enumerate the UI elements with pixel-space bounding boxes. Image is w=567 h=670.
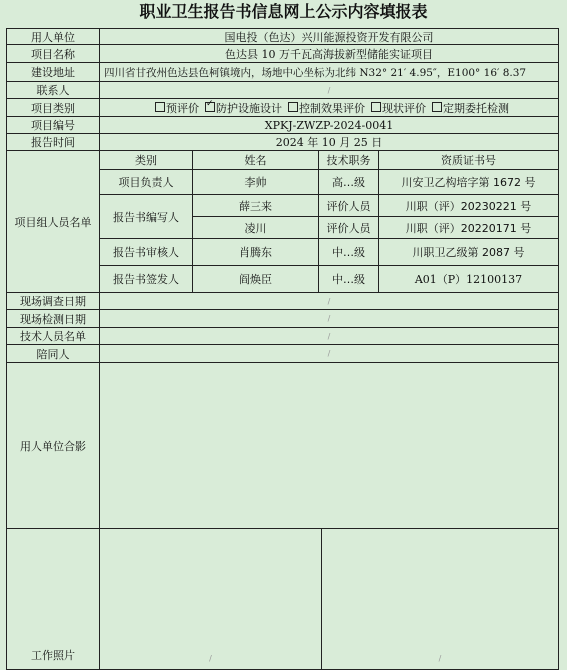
date-label: 报告时间 bbox=[6, 134, 100, 151]
team-row-title: 高…级 bbox=[319, 170, 379, 195]
option-periodic-detection: 定期委托检测 bbox=[443, 101, 509, 115]
team-row-cert: 川安卫乙构培字第 1672 号 bbox=[379, 170, 559, 195]
address-label: 建设地址 bbox=[6, 63, 100, 82]
work-photo-2: / bbox=[322, 529, 559, 670]
employer-value: 国电投（色达）兴川能源投资开发有限公司 bbox=[100, 28, 559, 45]
group-photo-area bbox=[100, 363, 559, 529]
team-row-category: 项目负责人 bbox=[100, 170, 193, 195]
page-title: 职业卫生报告书信息网上公示内容填报表 bbox=[139, 2, 428, 21]
checkbox-pre-evaluation[interactable] bbox=[155, 102, 165, 112]
detect-label: 现场检测日期 bbox=[6, 310, 100, 328]
team-label: 项目组人员名单 bbox=[6, 151, 100, 293]
team-row-title: 评价人员 bbox=[319, 195, 379, 217]
number-label: 项目编号 bbox=[6, 117, 100, 134]
tech-value: / bbox=[100, 328, 559, 345]
category-options bbox=[100, 99, 559, 117]
category-label: 项目类别 bbox=[6, 99, 100, 117]
team-row-title: 中…级 bbox=[319, 266, 379, 293]
team-row-cert: A01（P）12100137 bbox=[379, 266, 559, 293]
team-row-cert: 川职（评）20220171 号 bbox=[379, 217, 559, 239]
team-header-name: 姓名 bbox=[193, 151, 319, 170]
work-photo-label: 工作照片 bbox=[6, 529, 100, 670]
tech-label: 技术人员名单 bbox=[6, 328, 100, 345]
team-row-cert: 川职卫乙级第 2087 号 bbox=[379, 239, 559, 266]
team-header-cert: 资质证书号 bbox=[379, 151, 559, 170]
employer-label: 用人单位 bbox=[6, 28, 100, 45]
team-row-category: 报告书审核人 bbox=[100, 239, 193, 266]
project-value: 色达县 10 万千瓦高海拔新型储能实证项目 bbox=[100, 45, 559, 63]
number-value: XPKJ-ZWZP-2024-0041 bbox=[100, 117, 559, 134]
option-control-effect: 控制效果评价 bbox=[299, 101, 365, 115]
team-row-name: 李帅 bbox=[193, 170, 319, 195]
group-photo-label: 用人单位合影 bbox=[6, 363, 100, 529]
contact-label: 联系人 bbox=[6, 82, 100, 99]
team-row-category: 报告书签发人 bbox=[100, 266, 193, 293]
checkbox-control-effect[interactable] bbox=[288, 102, 298, 112]
address-value: 四川省甘孜州色达县色柯镇境内，场地中心坐标为北纬 N32° 21′ 4.95″，E100° 16′ 8.37 bbox=[100, 63, 559, 82]
team-row-name: 阎焕臣 bbox=[193, 266, 319, 293]
team-row-category: 报告书编写人 bbox=[100, 195, 193, 239]
checkbox-periodic-detection[interactable] bbox=[432, 102, 442, 112]
team-row-name: 肖腾东 bbox=[193, 239, 319, 266]
checkbox-protection-design[interactable] bbox=[205, 102, 215, 112]
survey-value: / bbox=[100, 293, 559, 310]
option-status-evaluation: 现状评价 bbox=[382, 101, 426, 115]
team-header-title: 技术职务 bbox=[319, 151, 379, 170]
escort-value: / bbox=[100, 345, 559, 363]
team-header-category: 类别 bbox=[100, 151, 193, 170]
team-row-title: 中…级 bbox=[319, 239, 379, 266]
checkbox-status-evaluation[interactable] bbox=[371, 102, 381, 112]
contact-value: / bbox=[100, 82, 559, 99]
option-protection-design: 防护设施设计 bbox=[216, 101, 282, 115]
detect-value: / bbox=[100, 310, 559, 328]
team-row-title: 评价人员 bbox=[319, 217, 379, 239]
escort-label: 陪同人 bbox=[6, 345, 100, 363]
project-label: 项目名称 bbox=[6, 45, 100, 63]
team-row-name: 凌川 bbox=[193, 217, 319, 239]
team-row-name: 薛三来 bbox=[193, 195, 319, 217]
option-pre-evaluation: 预评价 bbox=[166, 101, 199, 115]
date-value: 2024 年 10 月 25 日 bbox=[100, 134, 559, 151]
team-row-cert: 川职（评）20230221 号 bbox=[379, 195, 559, 217]
work-photo-1: / bbox=[100, 529, 322, 670]
survey-label: 现场调查日期 bbox=[6, 293, 100, 310]
